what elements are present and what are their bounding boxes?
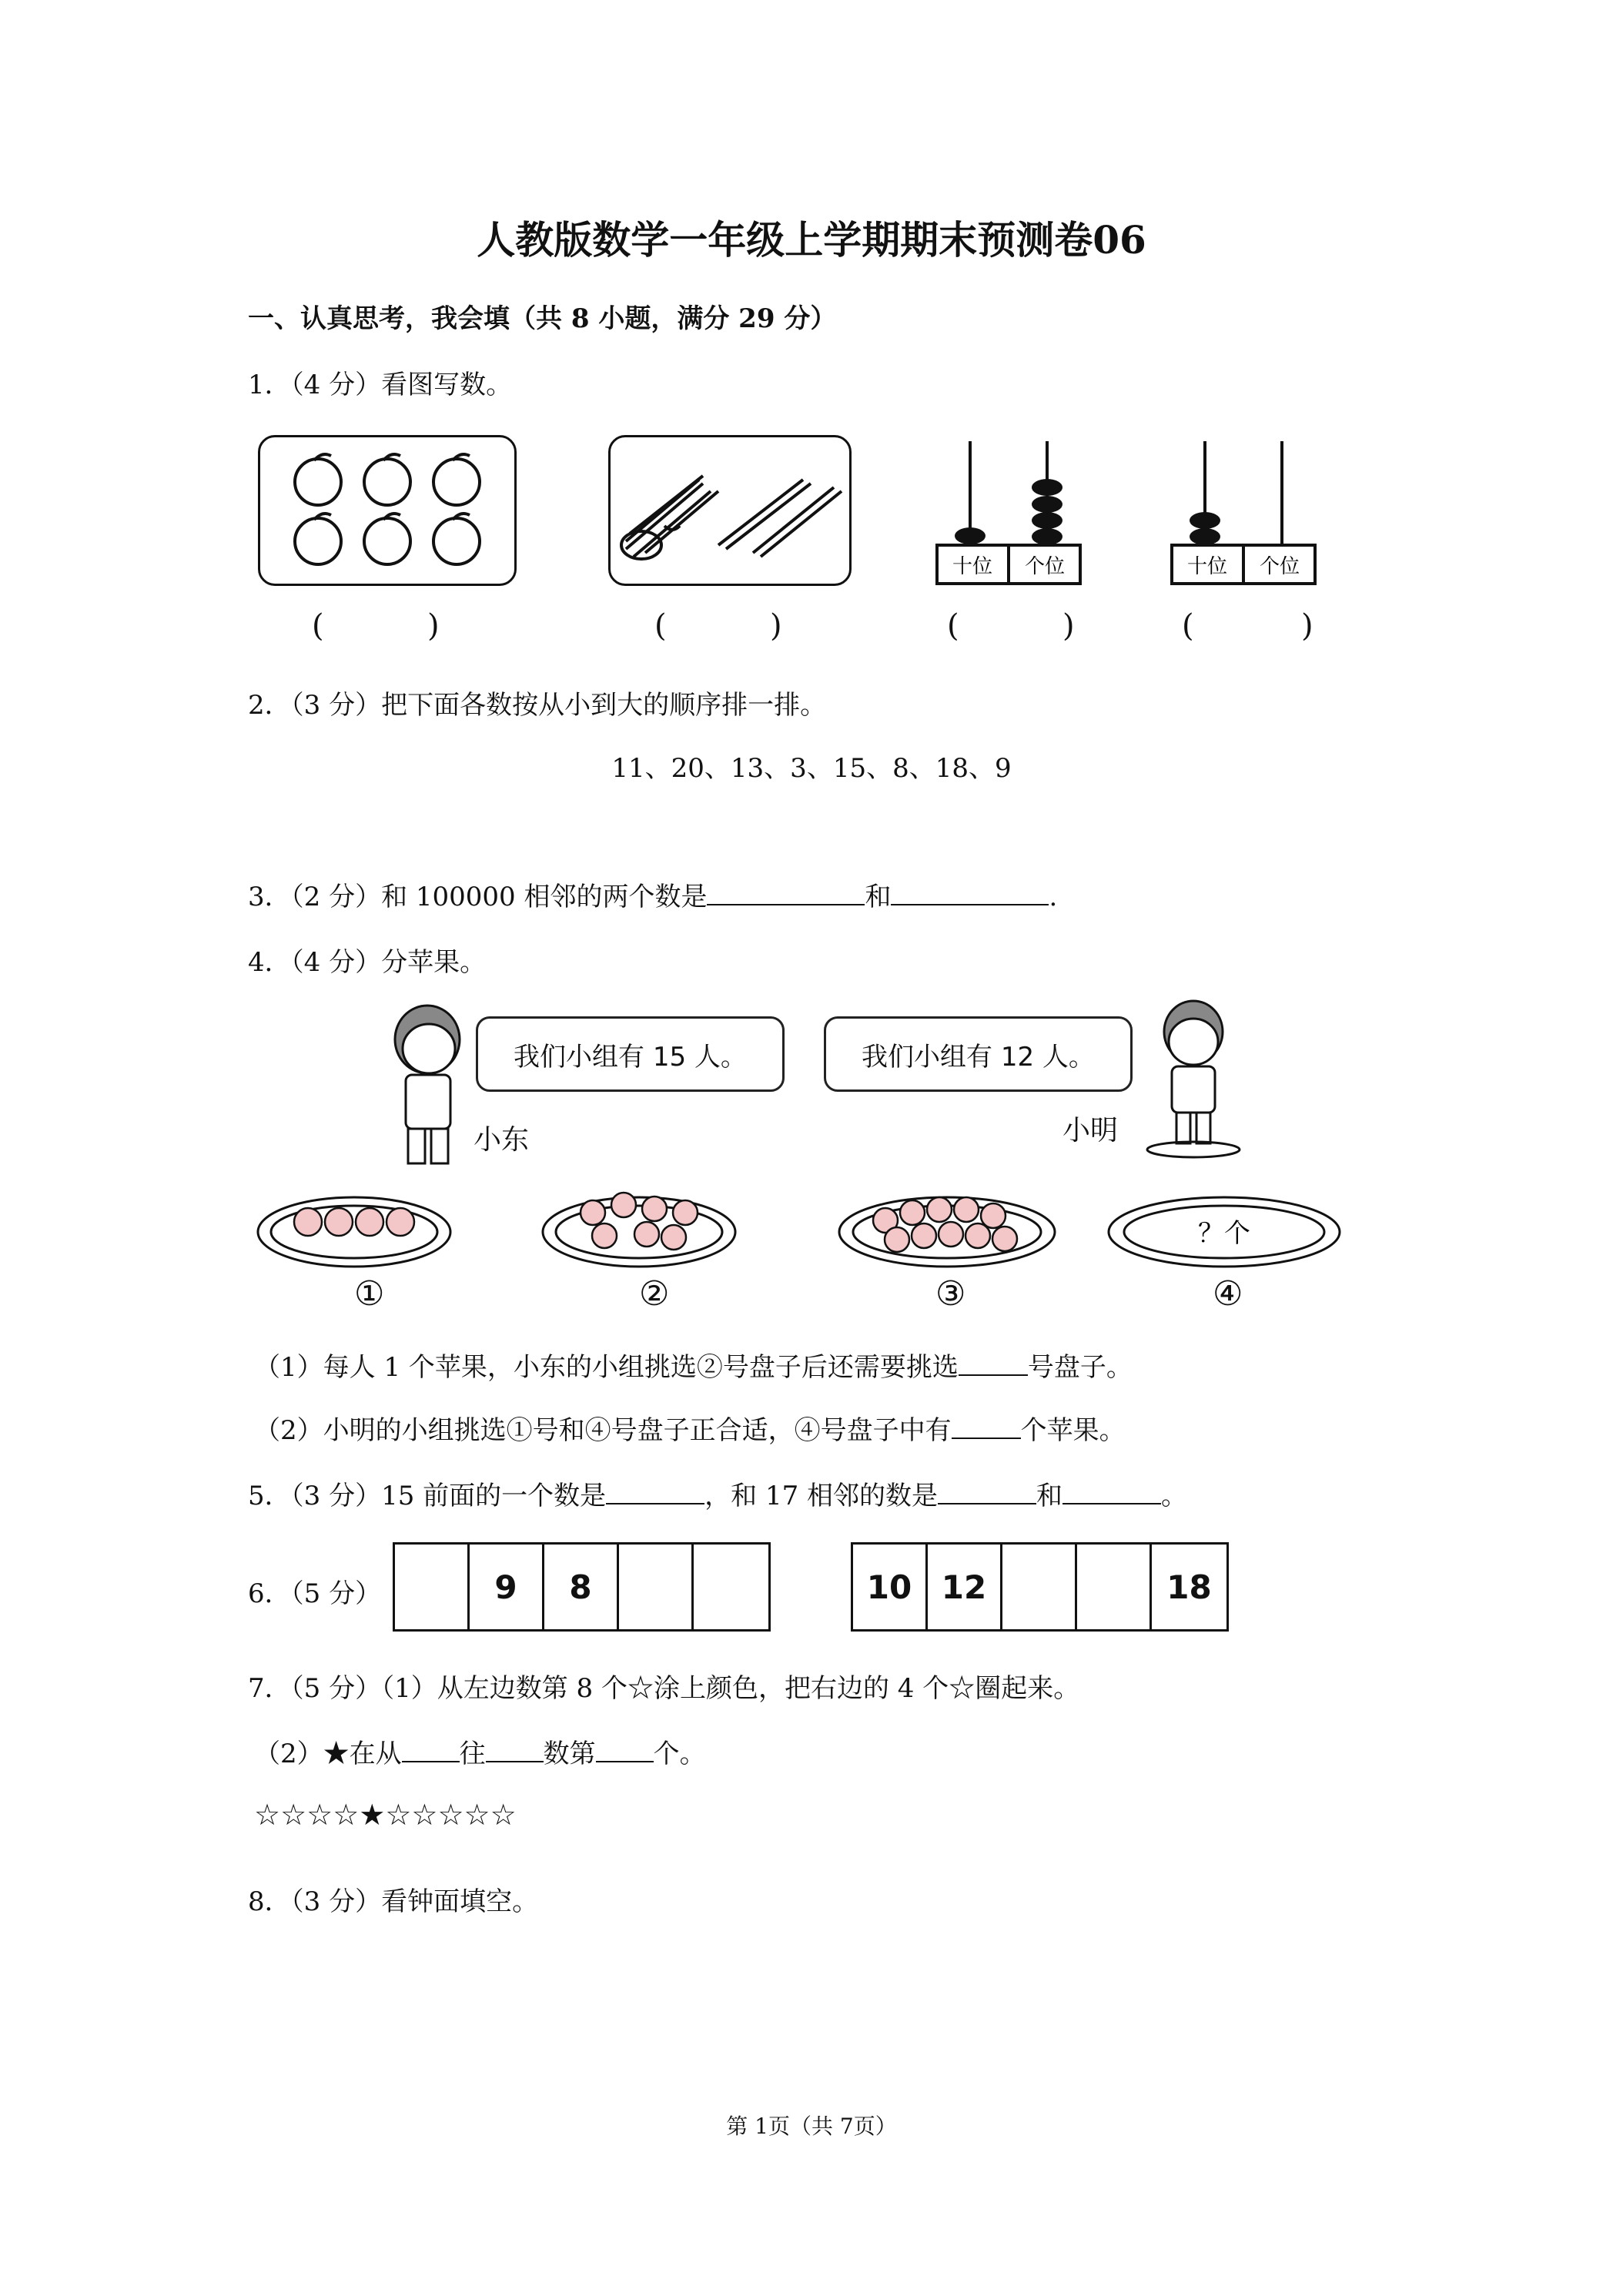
q1-stem: 1．（4 分）看图写数。: [248, 370, 513, 400]
q7-line2-a: （2）★在从: [254, 1739, 402, 1769]
q4-sub1-prefix: （1）每人 1 个苹果，小东的小组挑选②号盘子后还需要挑选: [254, 1352, 959, 1383]
plate-number-3: ③: [935, 1274, 966, 1314]
plate-number-2: ②: [639, 1274, 670, 1314]
ones-label: 个位: [1259, 555, 1300, 578]
q3-prefix: 3．（2 分）和 100000 相邻的两个数是: [248, 882, 708, 912]
answer-paren-close: ): [770, 608, 782, 644]
speech-bubble-left: 我们小组有 15 人。: [476, 1016, 785, 1092]
plate4-label: ？个: [1198, 1218, 1250, 1249]
answer-blank[interactable]: [707, 881, 865, 905]
q1-abacus-2: [1170, 437, 1324, 591]
q8-stem: 8．（3 分）看钟面填空。: [248, 1886, 539, 1917]
q2-number-list: 11、20、13、3、15、8、18、9: [611, 753, 1012, 784]
number-cell: 18: [1166, 1568, 1212, 1606]
q6-stem: 6．（5 分）: [248, 1578, 382, 1609]
q3-line: [248, 875, 1057, 913]
answer-paren-open: (: [947, 608, 959, 644]
answer-paren-open: (: [312, 608, 324, 644]
q7-line1: 7．（5 分）（1）从左边数第 8 个☆涂上颜色，把右边的 4 个☆圈起来。: [248, 1673, 1080, 1704]
number-cell: 8: [544, 1545, 619, 1629]
answer-blank[interactable]: [486, 1738, 544, 1762]
number-cell[interactable]: [395, 1545, 470, 1629]
answer-blank[interactable]: [606, 1480, 704, 1504]
q5-line: [248, 1474, 1187, 1512]
q1-sticks-box: [608, 435, 852, 586]
star-row[interactable]: ☆☆☆☆★☆☆☆☆☆: [254, 1798, 517, 1832]
number-cell: 12: [928, 1545, 1002, 1629]
answer-blank[interactable]: [891, 881, 1049, 905]
q4-sub1: [254, 1346, 1133, 1384]
name-xiaodong: 小东: [474, 1124, 530, 1156]
peach-icon-group: [260, 437, 514, 584]
q5-prefix: 5．（3 分）15 前面的一个数是: [248, 1481, 607, 1511]
q5-mid1: ，和 17 相邻的数是: [704, 1481, 939, 1511]
q5-mid2: 和: [1036, 1481, 1063, 1511]
number-cell[interactable]: [1077, 1545, 1152, 1629]
answer-blank[interactable]: [1062, 1480, 1161, 1504]
number-cell[interactable]: [1002, 1545, 1077, 1629]
section-heading: 一、认真思考，我会填（共 8 小题，满分 29 分）: [248, 303, 837, 334]
q4-stem: 4．（4 分）分苹果。: [248, 947, 487, 978]
boy-xiaoming-icon: [1139, 997, 1247, 1166]
q7-line2-d: 个。: [653, 1739, 706, 1769]
tens-label: 十位: [952, 555, 993, 578]
q4-sub2-prefix: （2）小明的小组挑选①号和④号盘子正合适，④号盘子中有: [254, 1415, 952, 1446]
tens-label: 十位: [1186, 555, 1228, 578]
q7-line2: [254, 1732, 706, 1770]
q5-suffix: 。: [1161, 1481, 1188, 1511]
page-title: 人教版数学一年级上学期期末预测卷06: [477, 217, 1146, 263]
q2-stem: 2．（3 分）把下面各数按从小到大的顺序排一排。: [248, 690, 827, 721]
page-footer: 第 1页（共 7页）: [726, 2114, 897, 2139]
answer-blank[interactable]: [596, 1738, 654, 1762]
q4-sub2: [254, 1409, 1126, 1447]
answer-blank[interactable]: [952, 1414, 1021, 1439]
answer-paren-close: ): [1301, 608, 1313, 644]
q1-abacus-1: [935, 437, 1089, 591]
answer-paren-open: (: [654, 608, 667, 644]
q4-sub2-suffix: 个苹果。: [1020, 1415, 1126, 1446]
ones-label: 个位: [1024, 555, 1066, 578]
answer-paren-open: (: [1182, 608, 1194, 644]
q3-suffix: .: [1049, 882, 1058, 912]
q6-row-1: [393, 1542, 771, 1632]
q4-sub1-suffix: 号盘子。: [1027, 1352, 1133, 1383]
name-xiaoming: 小明: [1062, 1115, 1119, 1146]
answer-blank[interactable]: [959, 1351, 1028, 1376]
number-cell[interactable]: [619, 1545, 694, 1629]
q3-mid: 和: [865, 882, 892, 912]
number-cell: 10: [853, 1545, 928, 1629]
q7-line2-c: 数第: [543, 1739, 596, 1769]
speech-bubble-right: 我们小组有 12 人。: [824, 1016, 1133, 1092]
q1-peach-box: [258, 435, 517, 586]
answer-paren-close: ): [1062, 608, 1075, 644]
apple-plates: [254, 1159, 1355, 1290]
answer-paren-close: ): [427, 608, 440, 644]
answer-blank[interactable]: [402, 1738, 460, 1762]
sticks-icon: [611, 437, 849, 584]
boy-xiaodong-icon: [373, 1001, 481, 1170]
plate-number-1: ①: [354, 1274, 385, 1314]
q7-line2-b: 往: [459, 1739, 486, 1769]
answer-blank[interactable]: [938, 1480, 1036, 1504]
number-cell[interactable]: [694, 1545, 768, 1629]
number-cell: 9: [470, 1545, 544, 1629]
q6-row-2: [851, 1542, 1229, 1632]
plate-number-4: ④: [1213, 1274, 1243, 1314]
